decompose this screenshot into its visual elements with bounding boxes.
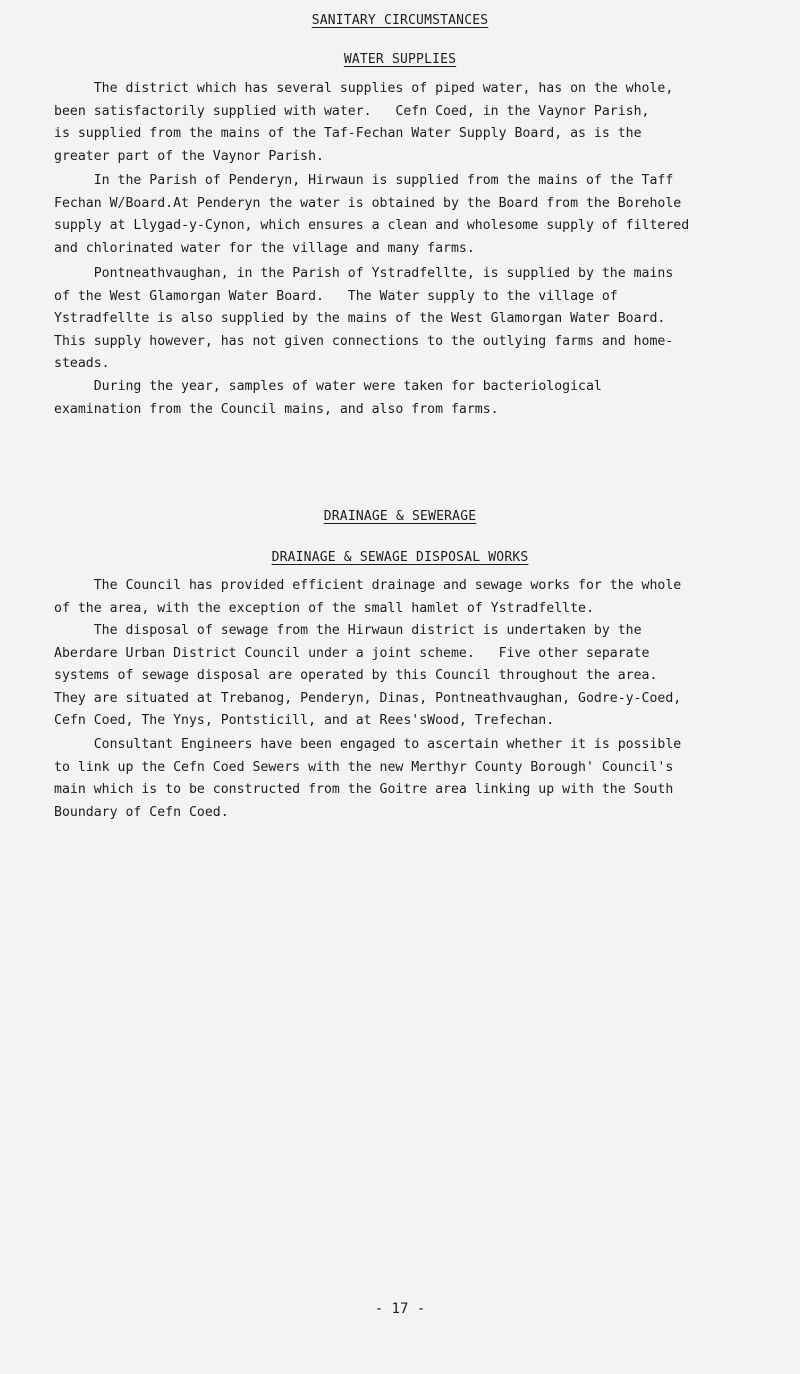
water-paragraph-4: During the year, samples of water were taken for bacteriological examination from the Council mains, and also from farms. bbox=[54, 379, 602, 417]
page-number: - 17 - bbox=[374, 1301, 426, 1317]
drainage-sewerage-heading: DRAINAGE & SEWERAGE bbox=[323, 509, 477, 524]
sewage-disposal-works-heading: DRAINAGE & SEWAGE DISPOSAL WORKS bbox=[271, 550, 529, 565]
page-title: SANITARY CIRCUMSTANCES bbox=[311, 13, 489, 28]
drainage-paragraph-1: The Council has provided efficient drainage and sewage works for the whole of the area, with the exception of the small hamlet of Ystradfellte. The disposal of sewage from the Hirwaun district is undertaken by the Aberdare Urban District Council under a joint scheme. Five other separate systems of sewage disposal are operated by this Council throughout the area. They are situated at Trebanog, Penderyn, Dinas, Pontneathvaughan, Godre-y-Coed, Cefn Coed, The Ynys, Pontsticill, and at Rees'sWood, Trefechan. bbox=[54, 578, 682, 728]
water-paragraph-2: In the Parish of Penderyn, Hirwaun is supplied from the mains of the Taff Fechan W/Board.At Penderyn the water is obtained by the Board from the Borehole supply at Llygad-y-Cynon, which ensures a clean and wholesome supply of filtered and chlorinated water for the village and many farms. bbox=[54, 173, 690, 256]
drainage-paragraph-2: Consultant Engineers have been engaged to ascertain whether it is possible to link up the Cefn Coed Sewers with the new Merthyr County Borough' Council's main which is to be constructed from the Goitre area linking up with the South Boundary of Cefn Coed. bbox=[54, 737, 682, 820]
water-supplies-heading: WATER SUPPLIES bbox=[343, 52, 457, 67]
water-paragraph-1: The district which has several supplies of piped water, has on the whole, been satisfactorily supplied with water. Cefn Coed, in the Vaynor Parish, is supplied from the mains of the Taf-Fechan Water Supply Board, as is the greater part of the Vaynor Parish. bbox=[54, 81, 674, 164]
water-paragraph-3: Pontneathvaughan, in the Parish of Ystradfellte, is supplied by the mains of the West Glamorgan Water Board. The Water supply to the village of Ystradfellte is also supplied by the mains of the West Glamorgan Water Board. This supply however, has not given connections to the outlying farms and home- steads. bbox=[54, 266, 674, 371]
